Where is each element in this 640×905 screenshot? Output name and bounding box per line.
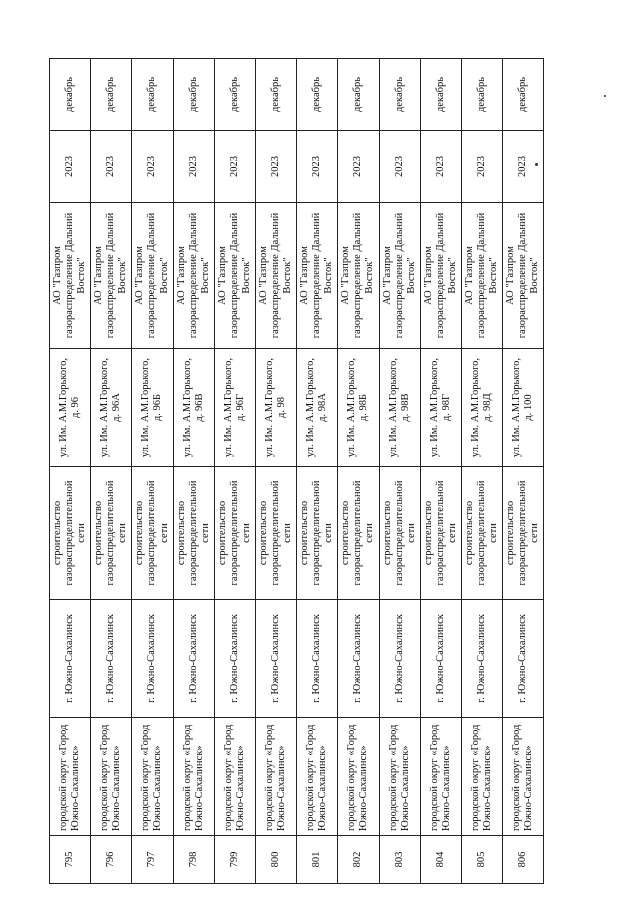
work-type-cell: строительство газораспределительной сети bbox=[132, 467, 173, 600]
table-row bbox=[255, 59, 296, 884]
city-cell: г. Южно-Сахалинск bbox=[255, 600, 296, 718]
year-cell: 2023 bbox=[338, 131, 379, 203]
row-number: 796 bbox=[91, 836, 132, 884]
month-cell: декабрь bbox=[297, 59, 338, 131]
table-row bbox=[297, 59, 338, 884]
address-cell: ул. Им. А.М.Горького, д. 98Д bbox=[461, 349, 502, 467]
month-cell: декабрь bbox=[214, 59, 255, 131]
work-type-cell: строительство газораспределительной сети bbox=[50, 467, 91, 600]
address-cell: ул. Им. А.М.Горького, д. 96Б bbox=[132, 349, 173, 467]
year-cell: 2023 bbox=[91, 131, 132, 203]
work-type-cell: строительство газораспределительной сети bbox=[338, 467, 379, 600]
city-cell: г. Южно-Сахалинск bbox=[461, 600, 502, 718]
city-cell: г. Южно-Сахалинск bbox=[173, 600, 214, 718]
city-cell: г. Южно-Сахалинск bbox=[338, 600, 379, 718]
year-cell: 2023 bbox=[214, 131, 255, 203]
gasification-schedule-table bbox=[49, 58, 544, 884]
work-type-cell: строительство газораспределительной сети bbox=[173, 467, 214, 600]
address-cell: ул. Им. А.М.Горького, д. 96 bbox=[50, 349, 91, 467]
table-row bbox=[420, 59, 461, 884]
year-cell: 2023 bbox=[255, 131, 296, 203]
year-cell: 2023 bbox=[379, 131, 420, 203]
municipality-cell: городской округ «Город Южно-Сахалинск» bbox=[420, 718, 461, 836]
municipality-cell: городской округ «Город Южно-Сахалинск» bbox=[503, 718, 544, 836]
rotated-page-area bbox=[49, 59, 640, 868]
month-cell: декабрь bbox=[461, 59, 502, 131]
month-cell: декабрь bbox=[173, 59, 214, 131]
row-number: 798 bbox=[173, 836, 214, 884]
scan-speck bbox=[535, 163, 538, 166]
table-row bbox=[461, 59, 502, 884]
city-cell: г. Южно-Сахалинск bbox=[503, 600, 544, 718]
work-type-cell: строительство газораспределительной сети bbox=[91, 467, 132, 600]
organization-cell: АО "Газпром газораспределение Дальний Восток" bbox=[255, 203, 296, 349]
work-type-cell: строительство газораспределительной сети bbox=[214, 467, 255, 600]
municipality-cell: городской округ «Город Южно-Сахалинск» bbox=[132, 718, 173, 836]
city-cell: г. Южно-Сахалинск bbox=[379, 600, 420, 718]
work-type-cell: строительство газораспределительной сети bbox=[255, 467, 296, 600]
year-cell: 2023 bbox=[50, 131, 91, 203]
table-row bbox=[379, 59, 420, 884]
year-cell: 2023 bbox=[503, 131, 544, 203]
table-row bbox=[91, 59, 132, 884]
municipality-cell: городской округ «Город Южно-Сахалинск» bbox=[91, 718, 132, 836]
row-number: 799 bbox=[214, 836, 255, 884]
address-cell: ул. Им. А.М.Горького, д. 98А bbox=[297, 349, 338, 467]
row-number: 804 bbox=[420, 836, 461, 884]
municipality-cell: городской округ «Город Южно-Сахалинск» bbox=[255, 718, 296, 836]
row-number: 805 bbox=[461, 836, 502, 884]
address-cell: ул. Им. А.М.Горького, д. 98 bbox=[255, 349, 296, 467]
municipality-cell: городской округ «Город Южно-Сахалинск» bbox=[379, 718, 420, 836]
table-row bbox=[173, 59, 214, 884]
month-cell: декабрь bbox=[91, 59, 132, 131]
scan-speck bbox=[604, 95, 606, 97]
organization-cell: АО "Газпром газораспределение Дальний Восток" bbox=[461, 203, 502, 349]
month-cell: декабрь bbox=[338, 59, 379, 131]
organization-cell: АО "Газпром газораспределение Дальний Восток" bbox=[132, 203, 173, 349]
address-cell: ул. Им. А.М.Горького, д. 96В bbox=[173, 349, 214, 467]
municipality-cell: городской округ «Город Южно-Сахалинск» bbox=[338, 718, 379, 836]
row-number: 795 bbox=[50, 836, 91, 884]
city-cell: г. Южно-Сахалинск bbox=[132, 600, 173, 718]
row-number: 803 bbox=[379, 836, 420, 884]
table-body bbox=[50, 59, 544, 884]
work-type-cell: строительство газораспределительной сети bbox=[420, 467, 461, 600]
organization-cell: АО "Газпром газораспределение Дальний Восток" bbox=[91, 203, 132, 349]
organization-cell: АО "Газпром газораспределение Дальний Восток" bbox=[214, 203, 255, 349]
table-row bbox=[214, 59, 255, 884]
address-cell: ул. Им. А.М.Горького, д. 98В bbox=[379, 349, 420, 467]
address-cell: ул. Им. А.М.Горького, д. 98Б bbox=[338, 349, 379, 467]
organization-cell: АО "Газпром газораспределение Дальний Восток" bbox=[379, 203, 420, 349]
address-cell: ул. Им. А.М.Горького, д. 96А bbox=[91, 349, 132, 467]
row-number: 802 bbox=[338, 836, 379, 884]
month-cell: декабрь bbox=[420, 59, 461, 131]
work-type-cell: строительство газораспределительной сети bbox=[503, 467, 544, 600]
address-cell: ул. Им. А.М.Горького, д. 96Г bbox=[214, 349, 255, 467]
year-cell: 2023 bbox=[461, 131, 502, 203]
city-cell: г. Южно-Сахалинск bbox=[214, 600, 255, 718]
municipality-cell: городской округ «Город Южно-Сахалинск» bbox=[214, 718, 255, 836]
address-cell: ул. Им. А.М.Горького, д. 98Г bbox=[420, 349, 461, 467]
year-cell: 2023 bbox=[297, 131, 338, 203]
city-cell: г. Южно-Сахалинск bbox=[297, 600, 338, 718]
row-number: 806 bbox=[503, 836, 544, 884]
municipality-cell: городской округ «Город Южно-Сахалинск» bbox=[297, 718, 338, 836]
month-cell: декабрь bbox=[503, 59, 544, 131]
organization-cell: АО "Газпром газораспределение Дальний Восток" bbox=[297, 203, 338, 349]
row-number: 797 bbox=[132, 836, 173, 884]
month-cell: декабрь bbox=[50, 59, 91, 131]
city-cell: г. Южно-Сахалинск bbox=[50, 600, 91, 718]
table-row bbox=[132, 59, 173, 884]
work-type-cell: строительство газораспределительной сети bbox=[297, 467, 338, 600]
city-cell: г. Южно-Сахалинск bbox=[91, 600, 132, 718]
organization-cell: АО "Газпром газораспределение Дальний Восток" bbox=[503, 203, 544, 349]
table-row bbox=[50, 59, 91, 884]
organization-cell: АО "Газпром газораспределение Дальний Восток" bbox=[50, 203, 91, 349]
municipality-cell: городской округ «Город Южно-Сахалинск» bbox=[50, 718, 91, 836]
address-cell: ул. Им. А.М.Горького, д. 100 bbox=[503, 349, 544, 467]
month-cell: декабрь bbox=[132, 59, 173, 131]
year-cell: 2023 bbox=[173, 131, 214, 203]
landscape-table-wrapper bbox=[49, 59, 541, 884]
organization-cell: АО "Газпром газораспределение Дальний Восток" bbox=[173, 203, 214, 349]
year-cell: 2023 bbox=[420, 131, 461, 203]
municipality-cell: городской округ «Город Южно-Сахалинск» bbox=[173, 718, 214, 836]
city-cell: г. Южно-Сахалинск bbox=[420, 600, 461, 718]
table-row bbox=[503, 59, 544, 884]
month-cell: декабрь bbox=[255, 59, 296, 131]
row-number: 800 bbox=[255, 836, 296, 884]
month-cell: декабрь bbox=[379, 59, 420, 131]
row-number: 801 bbox=[297, 836, 338, 884]
organization-cell: АО "Газпром газораспределение Дальний Восток" bbox=[420, 203, 461, 349]
work-type-cell: строительство газораспределительной сети bbox=[461, 467, 502, 600]
table-row bbox=[338, 59, 379, 884]
year-cell: 2023 bbox=[132, 131, 173, 203]
organization-cell: АО "Газпром газораспределение Дальний Восток" bbox=[338, 203, 379, 349]
municipality-cell: городской округ «Город Южно-Сахалинск» bbox=[461, 718, 502, 836]
work-type-cell: строительство газораспределительной сети bbox=[379, 467, 420, 600]
